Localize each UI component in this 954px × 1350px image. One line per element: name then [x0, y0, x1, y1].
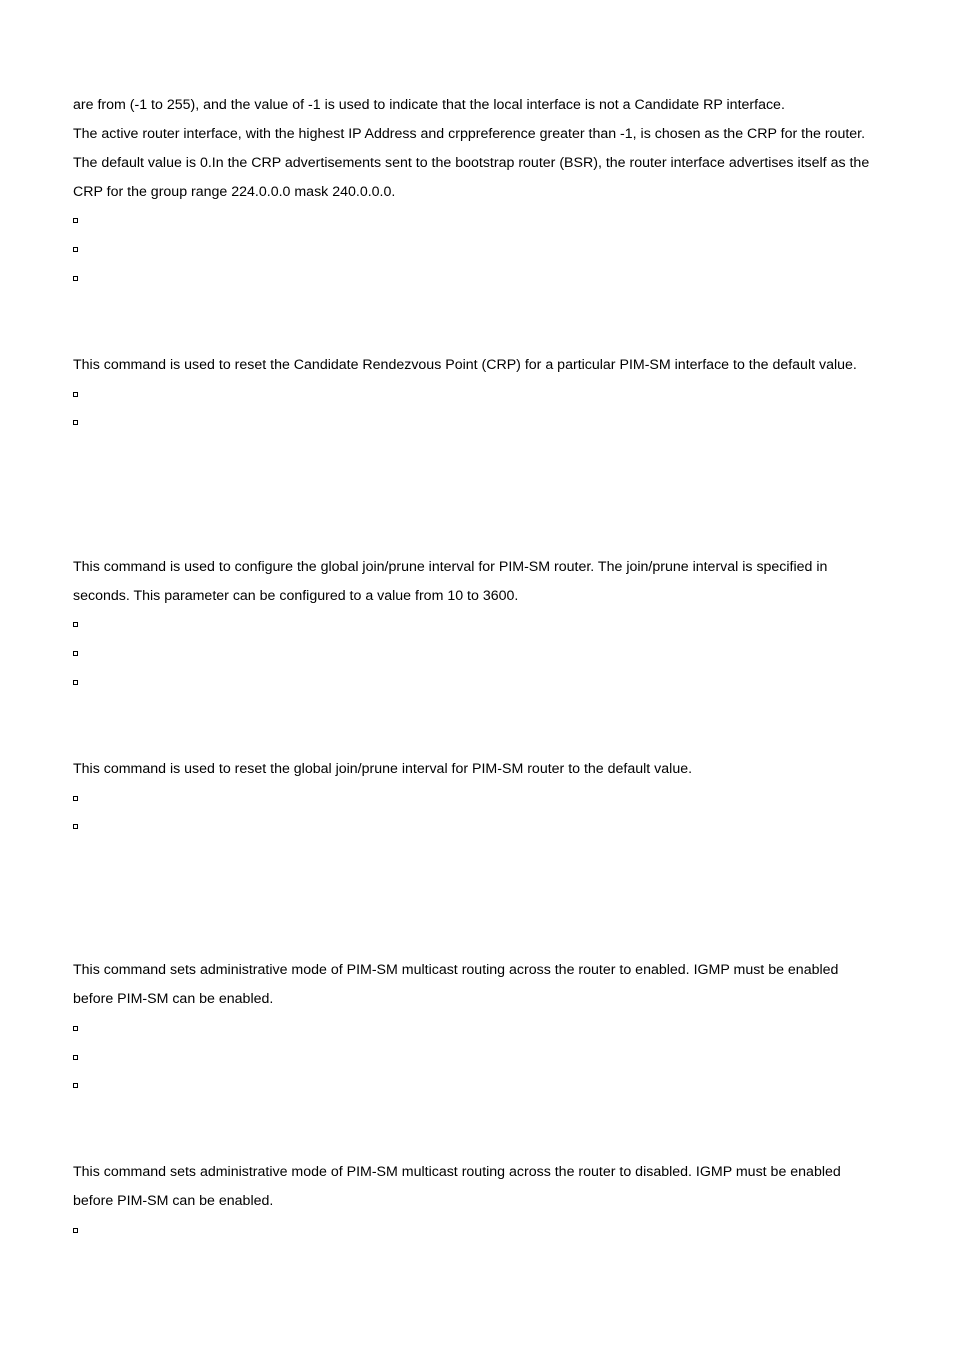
bullet-marker-icon: [73, 420, 78, 425]
bullet-marker-icon: [73, 247, 78, 252]
body-text-line: seconds. This parameter can be configured to a value from 10 to 3600.: [73, 588, 519, 604]
body-text-line: This command sets administrative mode of PIM-SM multicast routing across the router to enabled. IGMP must be enabled: [73, 962, 839, 978]
bullet-marker-icon: [73, 1083, 78, 1088]
body-text-line: This command is used to reset the Candidate Rendezvous Point (CRP) for a particular PIM-SM interface to the default value.: [73, 357, 857, 373]
bullet-marker-icon: [73, 680, 78, 685]
bullet-marker-icon: [73, 796, 78, 801]
body-text-line: This command is used to reset the global join/prune interval for PIM-SM router to the default value.: [73, 761, 693, 777]
bullet-marker-icon: [73, 651, 78, 656]
body-text-line: before PIM-SM can be enabled.: [73, 991, 274, 1007]
body-text-line: The default value is 0.In the CRP advertisements sent to the bootstrap router (BSR), the router interface advertises itself as the: [73, 155, 870, 171]
bullet-marker-icon: [73, 1026, 78, 1031]
bullet-marker-icon: [73, 622, 78, 627]
bullet-marker-icon: [73, 1055, 78, 1060]
body-text-line: are from (-1 to 255), and the value of -1 is used to indicate that the local interface is not a Candidate RP interface.: [73, 97, 785, 113]
bullet-marker-icon: [73, 218, 78, 223]
body-text-line: CRP for the group range 224.0.0.0 mask 240.0.0.0.: [73, 184, 396, 200]
bullet-marker-icon: [73, 392, 78, 397]
bullet-marker-icon: [73, 824, 78, 829]
body-text-line: before PIM-SM can be enabled.: [73, 1193, 274, 1209]
body-text-line: The active router interface, with the highest IP Address and crppreference greater than -1, is chosen as the CRP for the router.: [73, 126, 866, 142]
body-text-line: This command sets administrative mode of PIM-SM multicast routing across the router to disabled. IGMP must be enabled: [73, 1164, 841, 1180]
bullet-marker-icon: [73, 1228, 78, 1233]
body-text-line: This command is used to configure the global join/prune interval for PIM-SM router. The join/prune interval is specified in: [73, 559, 828, 575]
bullet-marker-icon: [73, 276, 78, 281]
